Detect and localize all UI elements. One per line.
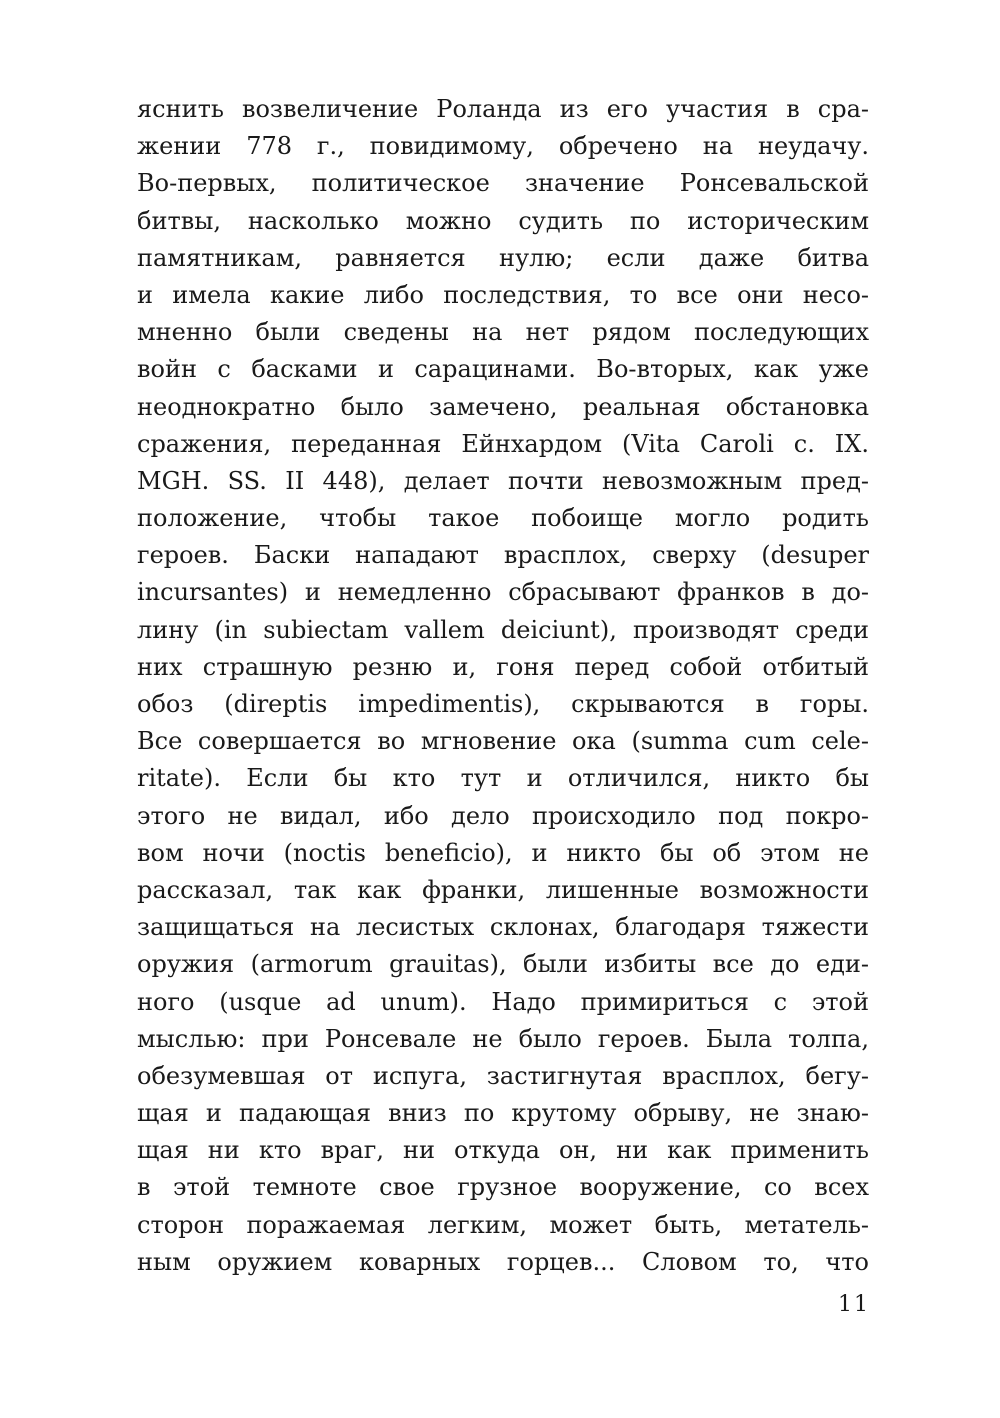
text-line: мыслью: при Ронсевале не было героев. Была толпа, bbox=[137, 1024, 869, 1053]
text-line: щая и падающая вниз по крутому обрыву, не знаю- bbox=[137, 1099, 869, 1128]
text-line: Во-первых, политическое значение Ронсевальской bbox=[137, 169, 869, 198]
text-line: Все совершается во мгновение ока (summa cum cele- bbox=[137, 727, 869, 756]
text-line: в этой темноте свое грузное вооружение, со всех bbox=[137, 1173, 869, 1202]
text-line: сторон поражаемая легким, может быть, метатель- bbox=[137, 1210, 869, 1239]
text-line: сражения, переданная Ейнхардом (Vita Caroli c. IX. bbox=[137, 429, 869, 458]
text-line: оружия (armorum grauitas), были избиты все до еди- bbox=[137, 950, 869, 979]
text-line: них страшную резню и, гоня перед собой отбитый bbox=[137, 652, 869, 681]
page-number: 11 bbox=[838, 1292, 870, 1317]
text-line: рассказал, так как франки, лишенные возможности bbox=[137, 875, 869, 904]
text-line: MGH. SS. II 448), делает почти невозможным пред- bbox=[137, 466, 869, 495]
text-line: битвы, насколько можно судить по историческим bbox=[137, 206, 869, 235]
text-line: войн с басками и сарацинами. Во-вторых, как уже bbox=[137, 355, 869, 384]
text-line: положение, чтобы такое побоище могло родить bbox=[137, 504, 869, 533]
body-text bbox=[137, 91, 869, 1281]
text-line: неоднократно было замечено, реальная обстановка bbox=[137, 392, 869, 421]
text-line: обоз (direptis impedimentis), скрываются в горы. bbox=[137, 690, 869, 718]
text-line: яснить возвеличение Роланда из его участия в сра- bbox=[137, 95, 869, 123]
text-line: ного (usque ad unum). Надо примириться с этой bbox=[137, 987, 869, 1016]
text-line: обезумевшая от испуга, застигнутая врасплох, бегу- bbox=[137, 1061, 869, 1090]
text-line: щая ни кто враг, ни откуда он, ни как применить bbox=[137, 1136, 869, 1165]
text-line: защищаться на лесистых склонах, благодаря тяжести bbox=[137, 913, 869, 942]
text-line: жении 778 г., повидимому, обречено на неудачу. bbox=[137, 132, 869, 161]
text-line: мненно были сведены на нет рядом последующих bbox=[137, 318, 869, 347]
text-line: этого не видал, ибо дело происходило под покро- bbox=[137, 801, 869, 830]
text-line: вом ночи (noctis beneficio), и никто бы об этом не bbox=[137, 838, 869, 867]
text-line: лину (in subiectam vallem deiciunt), производят среди bbox=[137, 615, 869, 644]
text-line: ritate). Если бы кто тут и отличился, никто бы bbox=[137, 764, 869, 793]
text-line: героев. Баски нападают врасплох, сверху (desuper bbox=[137, 541, 869, 570]
text-line: ным оружием коварных горцев... Словом то, что bbox=[137, 1247, 869, 1276]
text-line: и имела какие либо последствия, то все они несо- bbox=[137, 280, 869, 309]
text-line: памятникам, равняется нулю; если даже битва bbox=[137, 243, 869, 272]
text-line: incursantes) и немедленно сбрасывают франков в до- bbox=[137, 578, 869, 607]
